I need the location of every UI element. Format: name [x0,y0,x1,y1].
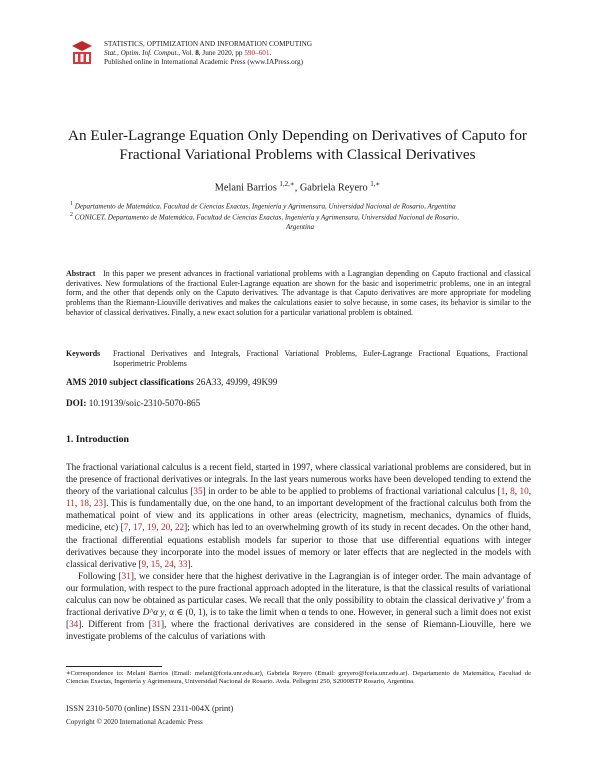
citation-20[interactable]: 20 [160,522,171,533]
affiliation-1-text: Departamento de Matemática, Facultad de Ciencias Exactas, Ingeniería y Agrimensura, Universidad Nacional de Rosario, Argentina [74,202,456,211]
citation-31-second[interactable]: 31 [151,619,162,630]
citation-end: . [269,49,272,57]
issn-line: ISSN 2310-5070 (online) ISSN 2311-004X (print) [66,704,234,713]
abstract-label: Abstract [66,269,96,278]
ams-label: AMS 2010 subject classifications [66,377,194,387]
citation-34[interactable]: 34 [69,619,79,630]
author-separator: , [294,182,300,194]
affiliation-2-text: CONICET, Departamento de Matemática, Facultad de Ciencias Exactas, Ingeniería y Agrimensura, Universidad Nacional de Rosario, [74,213,459,222]
citation-31[interactable]: 31 [121,570,131,581]
ams-value: 26A33, 49J99, 49K99 [196,377,278,387]
abstract [66,269,531,318]
doi-value[interactable]: 10.19139/soic-2310-5070-865 [88,398,201,408]
citation-9[interactable]: 9 [141,558,147,569]
correspondence-footnote: ∗Correspondence to: Melani Barrios (Email: melani@fceia.unr.edu.ar), Gabriela Reyero (Email: greyero@fceia.unr.edu.ar). Departamento de Matemática, Facultad de Ciencias Exactas, Ingeniería y Agrimensura, Universidad Nacional de Rosario. Avda. Pellegrini 250, S2000BTP Rosario, Argentina. [66,670,531,686]
section-heading: 1. Introduction [66,434,129,445]
citation-11[interactable]: 11 [66,498,75,509]
affiliation-1 [70,200,530,211]
citation-date: , June 2020, pp [198,49,245,57]
keywords [66,349,531,368]
citation-10[interactable]: 10 [519,486,529,497]
citation-7[interactable]: 7 [123,522,129,533]
citation-24[interactable]: 24 [164,558,174,569]
citation-vol-label: , Vol. [178,49,196,57]
keywords-text: Fractional Derivatives and Integrals, Fractional Variational Problems, Euler-Lagrange Fractional Equations, Fractional Isoperimetric Problems [113,349,528,368]
keywords-label: Keywords [66,349,101,358]
abstract-text: In this paper we present advances in fractional variational problems with a Lagrangian depending on Caputo fractional and classical derivatives. New formulations of the fractional Euler-Lagrange equation are shown for the basic and isoperimetric problems, one in an integral form, and the other that depends only on the Caputo derivatives. The advantage is that Caputo derivatives are more appropriate for modeling problems than the Riemann-Liouville derivatives and makes the calculations easier to solve because, in some cases, its behavior is similar to the behavior of classical derivatives. Finally, a new exact solution for a particular variational problem is obtained. [66,269,531,317]
copyright-line: Copyright © 2020 International Academic Press [66,718,203,726]
affiliation-2-mark: 2 [70,212,73,219]
published-line: Published online in International Academic Press (www.IAPress.org) [104,58,304,66]
citation-35[interactable]: 35 [193,486,203,497]
citation-15[interactable]: 15 [150,558,160,569]
citation-22[interactable]: 22 [174,522,185,533]
volume-number: 8 [195,49,199,57]
journal-abbrev: Stat., Optim. Inf. Comput. [104,49,179,57]
iapress-logo [70,40,94,66]
author-2-name: Gabriela Reyero [299,182,368,194]
intro-paragraph-1: The fractional variational calculus is a recent field, started in 1997, where classical variational problems are considered, but in the presence of fractional derivatives or integrals. In the last years numerous works have been developed tending to extend the theory of the variational calculus [35] in order to be able to be applied to problems of fractional variational calculus [1, 8, 10, 11, 18, 23]. This is fundamentally due, on the one hand, to an important development of the fractional calculus both from the mathematical point of view and its applications in other areas (electricity, magnetism, mechanics, dynamics of fluids, medicine, etc) [7, 17, 19, 20, 22]; which has led to an overwhelming growth of its study in recent decades. On the other hand, the fractional differential equations establish models far superior to those that use differential equations with integer derivatives because they incorporate into the model issues of memory or later effects that are neglected in the models with classical derivative [9, 15, 24, 33]. [66,462,532,569]
citation-19[interactable]: 19 [147,522,157,533]
author-2-marks: 1,∗ [370,180,381,188]
intro-paragraph-2: Following [31], we consider here that the highest derivative in the Lagrangian is of integer order. The main advantage of our formulation, with respect to the pure fractional approach adopted in the literature, is that the classical results of variational calculus can now be obtained as particular cases. We recall that the only possibility to obtain the classical derivative y′ from a fractional derivative D^α y, α ∈ (0, 1), is to take the limit when α tends to one. However, in general such a limit does not exist [34]. Different from [31], where the fractional derivatives are considered in the sense of Riemann-Liouville, here we investigate problems of the calculus of variations with [66,570,532,642]
affiliation-2-continued: Argentina [285,222,315,231]
affiliation-2 [70,211,530,222]
citation-1[interactable]: 1 [500,486,506,497]
citation-line [104,49,524,58]
math-fractional-derivative: D^α y [142,607,165,618]
pages-link[interactable]: 590–601 [244,49,270,57]
journal-header [104,40,524,67]
footnote-rule [66,666,162,667]
journal-name: STATISTICS, OPTIMIZATION AND INFORMATION COMPUTING [104,40,313,48]
math-y-prime: y′ [497,595,505,606]
introduction-body [66,461,531,642]
doi [66,398,200,408]
citation-23[interactable]: 23 [93,498,104,509]
citation-8[interactable]: 8 [510,486,515,497]
author-1-marks: 1,2,∗ [279,180,295,188]
citation-17[interactable]: 17 [133,522,143,533]
doi-label: DOI: [66,398,87,408]
author-1-name: Melani Barrios [214,182,277,194]
affiliations [70,200,530,232]
paper-title: An Euler-Lagrange Equation Only Depending on Derivatives of Caputo for Fractional Variational Problems with Classical Derivatives [68,127,527,163]
ams-classification [66,377,277,387]
affiliation-1-mark: 1 [70,201,73,207]
author-list [40,178,555,194]
citation-18[interactable]: 18 [79,498,89,509]
citation-33[interactable]: 33 [178,558,188,569]
